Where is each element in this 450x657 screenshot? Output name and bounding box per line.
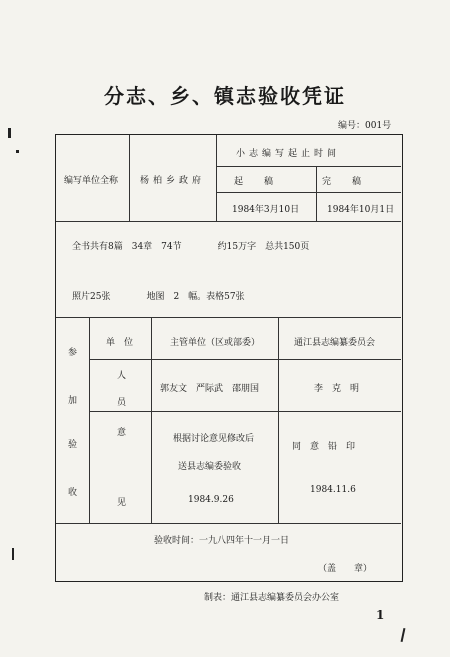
scan-mark xyxy=(8,128,11,138)
opinion-label-top: 意 xyxy=(117,428,127,438)
persons-col1: 郭友文 严际武 邵朋国 xyxy=(160,384,260,394)
period-header: 小志编写起止时间 xyxy=(236,149,341,159)
person-label-1: 人 xyxy=(117,371,127,381)
compiler-label: 编写单位全称 xyxy=(64,176,119,186)
column-divider xyxy=(278,317,279,523)
row-divider xyxy=(216,166,401,167)
stats-line-2: 照片25张 地图 2 幅。表格57张 xyxy=(72,292,245,302)
unit-label: 单 位 xyxy=(106,338,134,348)
opinion-col1-line2: 送县志编委验收 xyxy=(178,462,242,472)
participants-label-2: 加 xyxy=(68,396,78,406)
row-divider xyxy=(89,359,401,360)
unit-col2: 通江县志编纂委员会 xyxy=(294,338,376,348)
compiler-value: 杨柏乡政府 xyxy=(140,176,206,186)
participants-label-4: 收 xyxy=(68,488,78,498)
opinion-col1-line1: 根据讨论意见修改后 xyxy=(173,434,255,444)
column-divider xyxy=(316,166,317,221)
scan-mark xyxy=(12,548,14,560)
column-divider xyxy=(89,317,90,523)
seal-label: （盖 章） xyxy=(318,564,373,574)
acceptance-time: 验收时间：一九八四年十一月一日 xyxy=(154,536,290,546)
row-divider xyxy=(56,221,401,222)
document-title: 分志、乡、镇志验收凭证 xyxy=(104,84,346,108)
column-divider xyxy=(129,135,130,221)
unit-col1: 主管单位（区或部委） xyxy=(170,338,261,348)
row-divider xyxy=(89,411,401,412)
document-number: 编号：001号 xyxy=(338,121,392,131)
opinion-col2-date: 1984.11.6 xyxy=(310,485,356,495)
participants-label-3: 验 xyxy=(68,440,78,450)
end-label: 完 稿 xyxy=(322,177,368,187)
row-divider xyxy=(56,317,401,318)
opinion-label-bottom: 见 xyxy=(117,498,127,508)
opinion-col2-line1: 同 意 铅 印 xyxy=(292,442,356,452)
row-divider xyxy=(56,523,401,524)
page-number: 1 xyxy=(376,608,385,622)
column-divider xyxy=(216,135,217,221)
person-label-2: 员 xyxy=(117,398,127,408)
persons-col2: 李 克 明 xyxy=(314,384,360,394)
row-divider xyxy=(216,192,401,193)
start-date: 1984年3月10日 xyxy=(232,205,300,215)
start-label: 起 稿 xyxy=(234,177,280,187)
column-divider xyxy=(151,317,152,523)
opinion-col1-date: 1984.9.26 xyxy=(188,495,234,505)
scan-mark xyxy=(401,628,406,642)
acceptance-form-table xyxy=(55,134,403,582)
participants-label-1: 参 xyxy=(68,348,78,358)
footer-maker: 制表：通江县志编纂委员会办公室 xyxy=(204,593,340,603)
stats-line-1: 全书共有8篇 34章 74节 约15万字 总共150页 xyxy=(72,242,310,252)
scan-mark xyxy=(16,150,19,153)
end-date: 1984年10月1日 xyxy=(327,205,395,215)
